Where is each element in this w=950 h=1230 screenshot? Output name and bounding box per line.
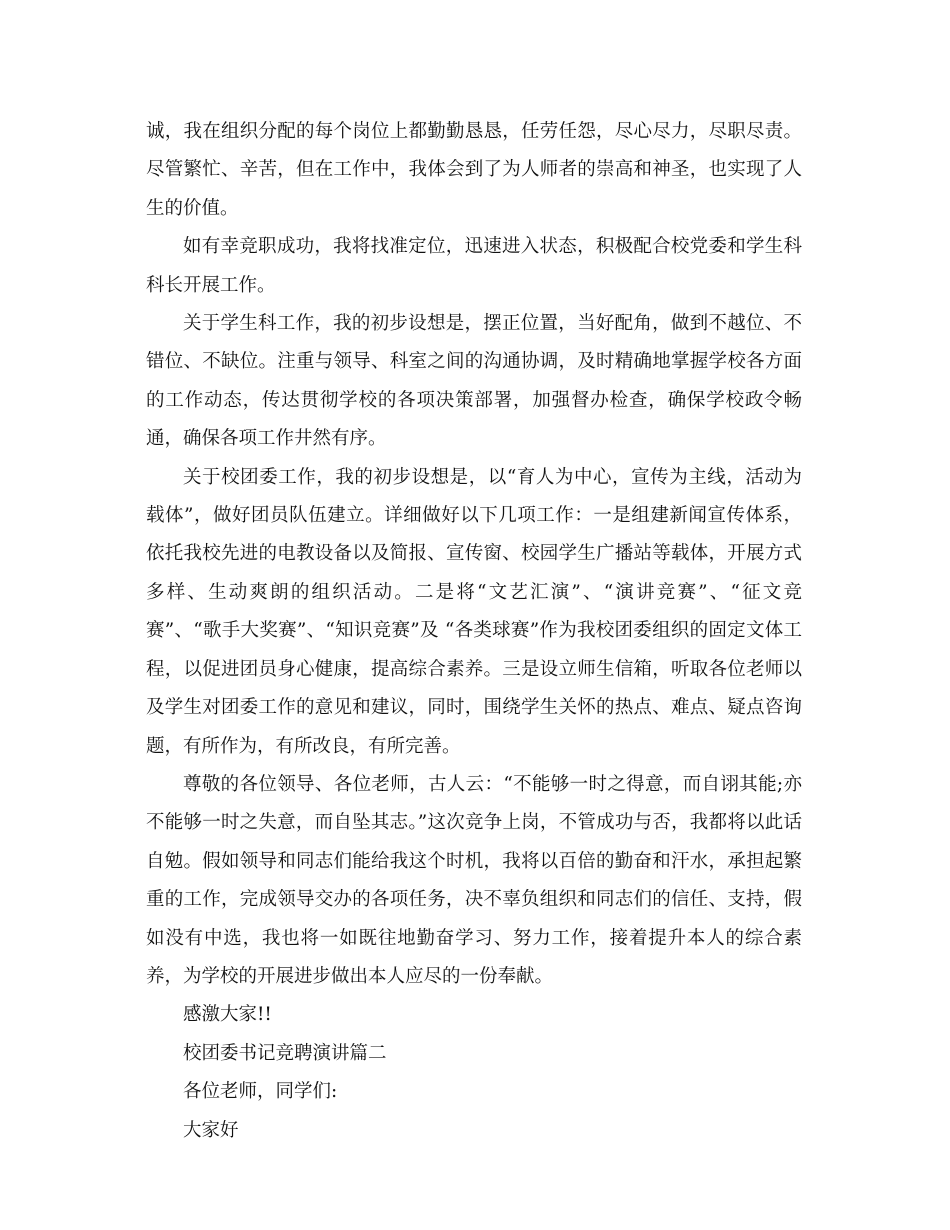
greeting: 大家好	[183, 1119, 239, 1141]
document-body	[146, 113, 802, 1150]
paragraph: 关于学生科工作，我的初步设想是，摆正位置，当好配角，做到不越位、不错位、不缺位。注重与领导、科室之间的沟通协调，及时精确地掌握学校各方面的工作动态，传达贯彻学校的各项决策部署，加强督办检查，确保学校政令畅通，确保各项工作井然有序。	[146, 313, 802, 450]
paragraph: 关于校团委工作，我的初步设想是，以“育人为中心，宣传为主线，活动为载体”，做好团员队伍建立。详细做好以下几项工作：一是组建新闻宣传体系，依托我校先进的电教设备以及简报、宣传窗、校园学生广播站等载体，开展方式多样、生动爽朗的组织活动。二是将“文艺汇演”、“演讲竞赛”、“征文竞赛”、“歌手大奖赛”、“知识竞赛”及 “各类球赛”作为我校团委组织的固定文体工程，以促进团员身心健康，提高综合素养。三是设立师生信箱，听取各位老师以及学生对团委工作的意见和建议，同时，围绕学生关怀的热点、难点、疑点咨询题，有所作为，有所改良，有所完善。	[146, 466, 802, 757]
salutation: 各位老师，同学们:	[183, 1081, 338, 1103]
thanks-line: 感激大家!!	[183, 1004, 272, 1026]
paragraph: 尊敬的各位领导、各位老师，古人云：“不能够一时之得意，而自诩其能;亦不能够一时之失意，而自坠其志。”这次竞争上岗，不管成功与否，我都将以此话自勉。假如领导和同志们能给我这个时机，我将以百倍的勤奋和汗水，承担起繁重的工作，完成领导交办的各项任务，决不辜负组织和同志们的信任、支持，假如没有中选，我也将一如既往地勤奋学习、努力工作，接着提升本人的综合素养，为学校的开展进步做出本人应尽的一份奉献。	[146, 773, 802, 987]
paragraph-continuation: 诚，我在组织分配的每个岗位上都勤勤恳恳，任劳任怨，尽心尽力，尽职尽责。尽管繁忙、辛苦，但在工作中，我体会到了为人师者的崇高和神圣，也实现了人生的价值。	[146, 121, 802, 219]
paragraph: 如有幸竞职成功，我将找准定位，迅速进入状态，积极配合校党委和学生科科长开展工作。	[146, 236, 802, 296]
section-title: 校团委书记竞聘演讲篇二	[183, 1042, 387, 1064]
